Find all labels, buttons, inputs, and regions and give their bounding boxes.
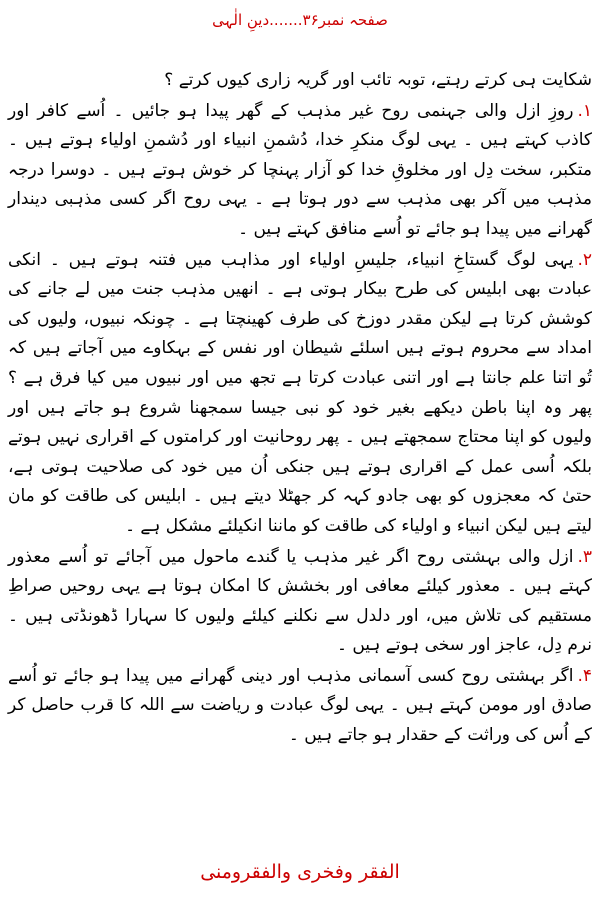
intro-text: شکایت ہی کرتے رہتے، توبہ تائب اور گریہ زاری کیوں کرتے ؟ [164,70,592,90]
section-4-number: ۴. [577,665,592,686]
page-header-label: صفحہ نمبر۳۶.......دینِ الٰہی [212,11,388,29]
section-3-number: ۳. [577,546,592,567]
intro-paragraph [8,66,592,96]
section-1-number: ۱. [577,100,592,121]
page-footer [0,860,600,884]
section-3 [8,543,592,661]
section-4-text: اگر بہشتی روح کسی آسمانی مذہب اور دینی گھرانے میں پیدا ہو جائے تو اُسے صادق اور مومن کہتے ہیں ۔ یہی لوگ عبادت و ریاضت سے اللہ کا قرب حاصل کر کے اُس کی وراثت کے حقدار ہو جاتے ہیں ۔ [8,665,592,746]
section-4 [8,662,592,751]
page-body [8,66,592,752]
section-2-text: یہی لوگ گستاخِ انبیاء، جلیسِ اولیاء اور مذاہب میں فتنہ ہوتے ہیں ۔ انکی عبادت بھی ابلیس کی طرح بیکار ہوتی ہے ۔ انھیں مذہب جنت میں لے جانے کی کوشش کرتا ہے لیکن مقدر دوزخ کی طرف کھینچتا ہے ۔ چونکہ نبیوں، ولیوں کی امداد سے محروم ہوتے ہیں اسلئے شیطان اور نفس کے بہکاوے میں آجاتے ہیں کہ تُو اتنا علم جانتا ہے اور اتنی عبادت کرتا ہے تجھ میں اور نبیوں میں کیا فرق ہے ؟ پھر وہ اپنا باطن دیکھے بغیر خود کو نبی جیسا سمجھنا شروع ہو جاتے ہیں اور ولیوں کو اپنا محتاج سمجھتے ہیں ۔ پھر روحانیت اور کرامتوں کے اقراری نہیں ہوتے بلکہ اُسی عمل کے اقراری ہوتے ہیں جنکی اُن میں خود کی صلاحیت ہوتی ہے، حتیٰ کہ معجزوں کو بھی جادو کہہ کر جھٹلا دیتے ہیں ۔ ابلیس کی طاقت کو مان لیتے ہیں لیکن انبیاء و اولیاء کی طاقت کو ماننا انکیلئے مشکل ہے ۔ [8,249,592,536]
section-1-text: روزِ ازل والی جہنمی روح غیر مذہب کے گھر پیدا ہو جائیں ۔ اُسے کافر اور کاذب کہتے ہیں ۔ یہی لوگ منکرِ خدا، دُشمنِ انبیاء اور دُشمنِ اولیاء ہوتے ہیں ۔ متکبر، سخت دِل اور مخلوقِ خدا کو آزار پہنچا کر خوش ہوتے ہیں ۔ دوسرا درجہ مذہب میں آکر بھی مذہب سے دور ہوتا ہے ۔ یہی روح اگر کسی مذہبی دیندار گھرانے میں پیدا ہو جائے تو اُسے منافق کہتے ہیں ۔ [8,100,592,239]
section-1 [8,97,592,245]
footer-motto: الفقر وفخری والفقرومنی [200,861,400,883]
section-2 [8,246,592,542]
section-2-number: ۲. [577,249,592,270]
section-3-text: ازل والی بہشتی روح اگر غیر مذہب یا گندے ماحول میں آجائے تو اُسے معذور کہتے ہیں ۔ معذور کیلئے معافی اور بخشش کا امکان ہوتا ہے یہی روحیں صراطِ مستقیم کی تلاش میں، اور دلدل سے نکلنے کیلئے ولیوں کا سہارا ڈھونڈتی ہیں ۔ نرم دِل، عاجز اور سخی ہوتے ہیں ۔ [8,546,592,656]
page-header [0,10,600,30]
